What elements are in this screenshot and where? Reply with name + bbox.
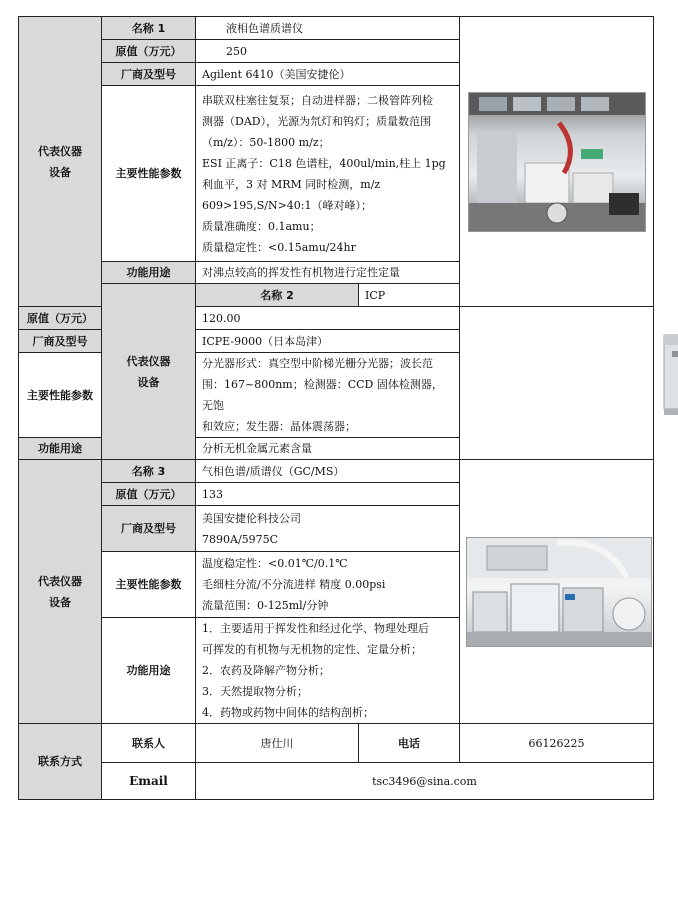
category-cell-3 [19, 460, 102, 724]
maker-line: ICPE-9000（日本岛津） [202, 334, 329, 348]
use-line: 4．药物或药物中间体的结构剖析； [202, 706, 374, 719]
use-label-3: 功能用途 [102, 618, 196, 724]
contact-phone-label: 电话 [359, 724, 460, 763]
contact-phone-value: 66126225 [460, 724, 654, 763]
use-line: 可挥发的有机物与无机物的定性、定量分析； [202, 643, 422, 656]
lc-ms-lab-photo [468, 92, 646, 232]
photo-cell-3 [460, 460, 654, 724]
price-label-1: 原值（万元） [102, 40, 196, 63]
params-line: 和效应；发生器：晶体震荡器； [202, 420, 356, 433]
contact-category-cell: 联系方式 [19, 724, 102, 800]
params-line: 流量范围：0-125ml/分钟 [202, 599, 329, 612]
params-label-1: 主要性能参数 [102, 86, 196, 262]
maker-value-3 [196, 506, 460, 552]
price-value-3: 133 [196, 483, 460, 506]
use-line: 3．天然提取物分析； [202, 685, 308, 698]
params-value-1 [196, 86, 460, 262]
name-label-1: 名称 1 [102, 17, 196, 40]
use-value-2 [196, 438, 460, 460]
use-value-1 [196, 262, 460, 284]
contact-email-value: tsc3496@sina.com [196, 763, 654, 800]
maker-value-2 [196, 330, 460, 353]
maker-line: 7890A/5975C [202, 532, 279, 546]
gc-ms-instrument-photo [466, 537, 652, 647]
category-cell-1 [19, 17, 102, 307]
params-line: （m/z）：50-1800 m/z； [202, 135, 330, 149]
maker-label-2: 厂商及型号 [19, 330, 102, 353]
maker-label-1: 厂商及型号 [102, 63, 196, 86]
instrument-table [18, 16, 654, 800]
params-label-3: 主要性能参数 [102, 552, 196, 618]
name-value-2: ICP [359, 284, 654, 307]
params-line: 利血平，3 对 MRM 同时检测，m/z [202, 177, 381, 191]
icp-instrument-photo [660, 321, 678, 423]
maker-line: Agilent 6410（美国安捷伦） [202, 67, 351, 81]
category-text: 代表仪器设备 [126, 354, 171, 389]
name-label-2: 名称 2 [196, 284, 359, 307]
params-line: ESI 正离子：C18 色谱柱，400ul/min,柱上 1pg [202, 156, 446, 170]
price-value-1: 250 [196, 40, 460, 63]
params-line: 毛细柱分流/不分流进样 精度 0.00psi [202, 578, 386, 591]
params-line: 温度稳定性：<0.01℃/0.1℃ [202, 557, 348, 570]
use-label-2: 功能用途 [19, 438, 102, 460]
params-line: 609>195,S/N>40:1（峰对峰）； [202, 198, 372, 212]
maker-line: 美国安捷伦科技公司 [202, 511, 301, 525]
use-line: 1．主要适用于挥发性和经过化学、物理处理后 [202, 622, 429, 635]
use-line: 分析无机金属元素含量 [202, 442, 312, 455]
contact-email-label: Email [102, 763, 196, 800]
category-text: 代表仪器设备 [38, 574, 82, 609]
price-value-2: 120.00 [196, 307, 460, 330]
use-label-1: 功能用途 [102, 262, 196, 284]
name-value-1: 液相色谱质谱仪 [196, 17, 460, 40]
category-text: 代表仪器设备 [38, 144, 82, 179]
use-line: 2．农药及降解产物分析； [202, 664, 330, 677]
params-value-3 [196, 552, 460, 618]
maker-value-1 [196, 63, 460, 86]
params-line: 串联双柱塞往复泵；自动进样器；二极管阵列检 [202, 93, 433, 107]
params-line: 测器（DAD），光源为氘灯和钨灯；质量数范围 [202, 114, 432, 128]
params-line: 质量稳定性：<0.15amu/24hr [202, 240, 356, 254]
name-label-3: 名称 3 [102, 460, 196, 483]
params-line: 质量准确度：0.1amu； [202, 219, 321, 233]
maker-label-3: 厂商及型号 [102, 506, 196, 552]
price-label-3: 原值（万元） [102, 483, 196, 506]
price-label-2: 原值（万元） [19, 307, 102, 330]
name-value-3: 气相色谱/质谱仪（GC/MS） [196, 460, 460, 483]
category-cell-2 [102, 284, 196, 460]
use-line: 对沸点较高的挥发性有机物进行定性定量 [202, 266, 400, 279]
use-value-3 [196, 618, 460, 724]
params-line: 分光器形式：真空型中阶梯光栅分光器；波长范 [202, 357, 433, 370]
contact-person-value: 唐仕川 [196, 724, 359, 763]
params-line: 围：167~800nm；检测器：CCD 固体检测器，无饱 [202, 378, 443, 412]
photo-cell-1 [460, 17, 654, 307]
params-label-2: 主要性能参数 [19, 353, 102, 438]
params-value-2 [196, 353, 460, 438]
contact-person-label: 联系人 [102, 724, 196, 763]
